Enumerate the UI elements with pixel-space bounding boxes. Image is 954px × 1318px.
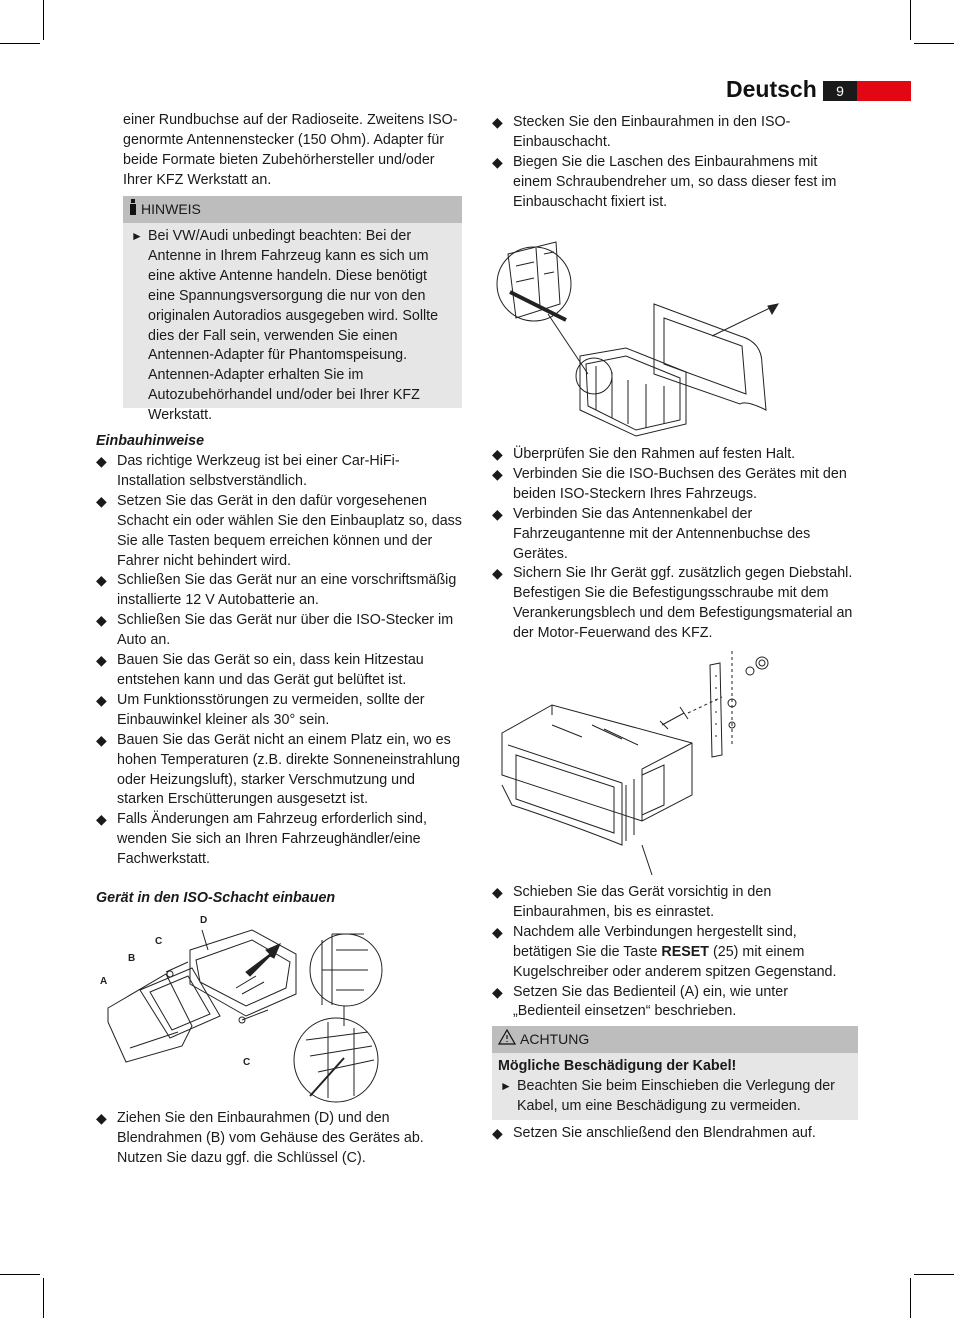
- diamond-icon: ◆: [96, 811, 107, 828]
- diamond-icon: ◆: [96, 612, 107, 629]
- crop-mark: [0, 43, 40, 44]
- diamond-icon: ◆: [492, 153, 503, 170]
- crop-mark: [43, 0, 44, 40]
- hinweis-title: HINWEIS: [141, 201, 201, 217]
- diamond-icon: ◆: [492, 1125, 503, 1141]
- list-item: ◆ Sichern Sie Ihr Gerät ggf. zusätzlich gegen Diebstahl. Befestigen Sie die Befestigungsschraube mit dem Verankerungsblech und dem Befestigungsmaterial an der Motor-Feuerwand des KFZ.: [492, 565, 853, 642]
- label-b: B: [128, 953, 136, 964]
- list-item: ◆ Schließen Sie das Gerät nur an eine vorschriftsmäßig installierte 12 V Autobatterie an.: [96, 572, 457, 609]
- exploded-view-figure: [96, 910, 386, 1105]
- crop-mark: [910, 1278, 911, 1318]
- brand-bar: [857, 81, 911, 101]
- hinweis-box: [123, 196, 462, 424]
- language-title: Deutsch: [726, 76, 817, 102]
- diamond-icon: ◆: [492, 505, 503, 522]
- reset-key-label: RESET: [661, 943, 710, 960]
- diamond-icon: ◆: [492, 465, 503, 482]
- arrow-icon: ►: [500, 1078, 512, 1093]
- anchoring-figure: [492, 645, 787, 880]
- list-item: ◆ Nachdem alle Verbindungen hergestellt sind, betätigen Sie die Taste RESET (25) mit einem Kugelschreiber oder anderem spitzen Gegenstand.: [492, 923, 837, 980]
- list-item: ◆ Verbinden Sie das Antennenkabel der Fahrzeugantenne mit der Antennenbuchse des Gerätes.: [492, 505, 811, 562]
- achtung-text: Beachten Sie beim Einschieben die Verlegung der Kabel, um eine Beschädigung zu vermeiden.: [517, 1077, 835, 1114]
- label-c: C: [155, 936, 163, 947]
- steps-list-b: [492, 445, 858, 644]
- diamond-icon: ◆: [96, 572, 107, 589]
- list-item: ◆ Schieben Sie das Gerät vorsichtig in den Einbaurahmen, bis es einrastet.: [492, 884, 772, 920]
- diamond-icon: ◆: [96, 652, 107, 669]
- diamond-icon: ◆: [96, 453, 107, 469]
- label-d: D: [200, 915, 208, 926]
- crop-mark: [0, 1274, 40, 1275]
- list-item: ◆ Um Funktionsstörungen zu vermeiden, sollte der Einbauwinkel kleiner als 30° sein.: [96, 691, 425, 728]
- diamond-icon: ◆: [492, 923, 503, 940]
- hinweis-text-2: Antennen-Adapter erhalten Sie im Autozubehörhandel und/oder bei Ihrer KFZ Werkstatt.: [148, 367, 420, 424]
- steps-list-c: [492, 883, 858, 1022]
- achtung-header: [492, 1026, 858, 1053]
- iso-list: [96, 1109, 463, 1169]
- crop-mark: [910, 0, 911, 40]
- diamond-icon: ◆: [492, 446, 503, 462]
- crop-mark: [43, 1278, 44, 1318]
- label-a: A: [100, 976, 108, 987]
- diamond-icon: ◆: [96, 492, 107, 509]
- crop-mark: [914, 43, 954, 44]
- achtung-box: [492, 1026, 858, 1120]
- einbau-list: [96, 452, 463, 870]
- list-item: ◆ Verbinden Sie die ISO-Buchsen des Gerätes mit den beiden ISO-Steckern Ihres Fahrzeugs.: [492, 465, 847, 502]
- list-item: ◆ Ziehen Sie den Einbaurahmen (D) und den Blendrahmen (B) vom Gehäuse des Gerätes ab. Nutzen Sie dazu ggf. die Schlüssel (C).: [96, 1110, 424, 1166]
- frame-insertion-figure: [496, 234, 786, 444]
- page-number: 9: [823, 81, 857, 101]
- intro-paragraph: einer Rundbuchse auf der Radioseite. Zweitens ISO-genormte Antennenstecker (150 Ohm). Adapter für beide Formate bieten Zubehörhersteller und/oder Ihrer KFZ Werkstatt an.: [123, 112, 458, 188]
- list-item: ◆ Falls Änderungen am Fahrzeug erforderlich sind, wenden Sie sich an Ihren Fahrzeughändler/eine Fachwerkstatt.: [96, 811, 427, 868]
- list-item: ◆ Das richtige Werkzeug ist bei einer Car-HiFi-Installation selbstverständlich.: [96, 453, 400, 489]
- list-item: ◆ Setzen Sie das Bedienteil (A) ein, wie unter „Bedienteil einsetzen“ beschrieben.: [492, 983, 788, 1020]
- einbau-heading: Einbauhinweise: [96, 433, 205, 449]
- warning-icon: [498, 1027, 516, 1054]
- achtung-subtitle: Mögliche Beschädigung der Kabel!: [498, 1058, 737, 1074]
- diamond-icon: ◆: [96, 731, 107, 748]
- iso-heading: Gerät in den ISO-Schacht einbauen: [96, 890, 336, 906]
- diamond-icon: ◆: [492, 983, 503, 1000]
- final-list: [492, 1124, 858, 1144]
- diamond-icon: ◆: [96, 691, 107, 708]
- hinweis-header: [123, 196, 462, 223]
- diamond-icon: ◆: [492, 884, 503, 900]
- diamond-icon: ◆: [492, 565, 503, 582]
- info-icon: [129, 197, 137, 224]
- diamond-icon: ◆: [492, 114, 503, 130]
- diamond-icon: ◆: [96, 1110, 107, 1126]
- list-item: ◆ Bauen Sie das Gerät so ein, dass kein Hitzestau entstehen kann und das Gerät gut belüftet ist.: [96, 652, 424, 688]
- list-item: ◆ Setzen Sie das Gerät in den dafür vorgesehenen Schacht ein oder wählen Sie den Einbauplatz so, dass Sie alle Tasten bequem erreichen können und der Fahrer nicht behindert wird.: [96, 492, 462, 569]
- achtung-title: ACHTUNG: [520, 1031, 590, 1047]
- arrow-icon: ►: [131, 229, 143, 243]
- list-item: ◆ Biegen Sie die Laschen des Einbaurahmens mit einem Schraubendreher um, so dass dieser fest im Einbauschacht fixiert ist.: [492, 153, 837, 210]
- list-item: ◆ Setzen Sie anschließend den Blendrahmen auf.: [492, 1124, 858, 1144]
- list-item: ◆ Schließen Sie das Gerät nur über die ISO-Stecker im Auto an.: [96, 612, 454, 649]
- label-c-2: C: [243, 1057, 251, 1068]
- list-item: ◆ Stecken Sie den Einbaurahmen in den ISO-Einbauschacht.: [492, 114, 791, 150]
- list-item: ◆ Bauen Sie das Gerät nicht an einem Platz ein, wo es hohen Temperaturen (z.B. direkte Sonneneinstrahlung oder Heizungsluft), starker Verschmutzung und starken Erschütterungen ausgesetzt ist.: [96, 731, 461, 808]
- crop-mark: [914, 1274, 954, 1275]
- list-item: ◆ Überprüfen Sie den Rahmen auf festen Halt.: [492, 445, 858, 465]
- hinweis-text: Bei VW/Audi unbedingt beachten: Bei der Antenne in Ihrem Fahrzeug kann es sich um eine aktive Antenne handeln. Diese benötigt eine Spannungsversorgung die nur von den originalen Autoradios ausgegeben wird. Sollte dies der Fall sein, verwenden Sie einen Antennen-Adapter für Phantomspeisung.: [148, 228, 439, 364]
- steps-list-a: [492, 113, 858, 213]
